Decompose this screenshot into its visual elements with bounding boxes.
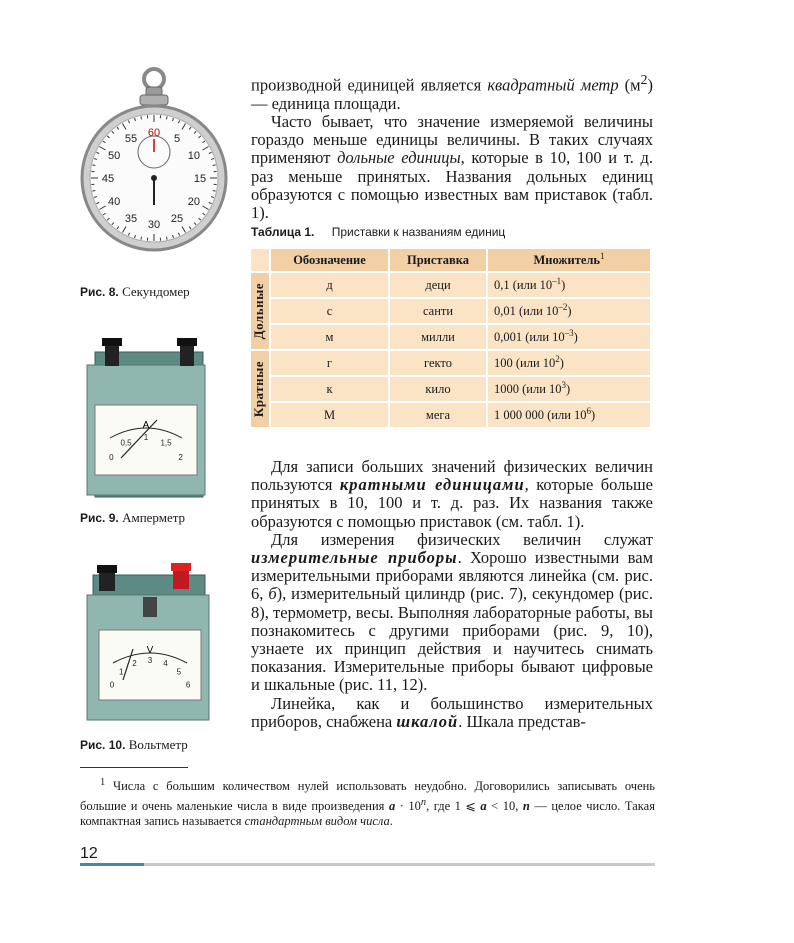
multiplier-exponent: 6: [586, 406, 592, 417]
text-run: Линейка, как и большинство измерительных приборов, снабжена: [251, 693, 653, 731]
column-header: [488, 249, 650, 271]
dial-tick: [141, 237, 142, 240]
cell-symbol: М: [271, 403, 388, 427]
multiplier-exponent: 2: [555, 354, 560, 365]
cell-multiplier: [488, 377, 650, 401]
table-row: [251, 299, 650, 323]
term-emphasis: дольные единицы: [337, 148, 461, 168]
scale-label: 4: [163, 658, 168, 668]
figure-ammeter: [85, 330, 215, 500]
paragraph-block-bottom: [251, 458, 653, 731]
cell-prefix: мега: [390, 403, 486, 427]
dial-number: 50: [108, 150, 121, 162]
text-run: производной единицей является: [251, 75, 488, 95]
multiplier-text: ): [567, 304, 572, 319]
cell-symbol: м: [271, 325, 388, 349]
multiplier-exponent: –3: [564, 328, 574, 339]
term-emphasis: кратными единицами: [339, 475, 525, 495]
multiplier-text: 1 000 000 (или 10: [494, 408, 587, 423]
text-run: Числа с большим количеством нулей использовать неудобно. Договорились записывать очень большие и очень маленькие числа в виде произведения: [80, 779, 656, 813]
superscript: 2: [640, 72, 648, 87]
figure-stopwatch: [80, 65, 240, 265]
caption-label: Рис. 9.: [80, 511, 119, 525]
cell-symbol: д: [271, 273, 388, 297]
dial-tick: [213, 190, 216, 191]
text-run: Для записи больших значений физических величин пользуются: [251, 457, 653, 495]
cell-symbol: с: [271, 299, 388, 323]
term-emphasis: квадратный метр: [487, 75, 619, 95]
paragraph-block-top: [251, 71, 653, 222]
dial-number: 60: [147, 127, 161, 139]
voltmeter-letter: V: [146, 645, 154, 656]
page-number: 12: [80, 845, 98, 862]
footnote-divider: [80, 767, 188, 768]
table-caption: [251, 225, 505, 239]
multiplier-text: 0,001 (или 10: [494, 330, 565, 345]
table-row: [251, 377, 650, 401]
ammeter-letter: А: [142, 420, 150, 431]
caption-text: Секундомер: [122, 284, 190, 299]
figure-caption: [80, 737, 188, 753]
cell-prefix: кило: [390, 377, 486, 401]
text-run: ) — единица площади.: [251, 75, 653, 113]
multiplier-text: ): [566, 382, 571, 397]
column-header: Обозначение: [271, 249, 388, 271]
multiplier-exponent: –1: [552, 276, 562, 287]
footer-accent: [80, 863, 144, 866]
group-label-multiple: [251, 351, 269, 427]
header-text: Множитель: [533, 253, 601, 268]
paragraph: [251, 458, 653, 531]
cell-multiplier: [488, 299, 650, 323]
scale-label: 1: [118, 667, 124, 677]
footnote-mark: [80, 779, 105, 793]
table-header-row: [251, 249, 650, 271]
paragraph: [251, 695, 653, 731]
dial-number: 45: [101, 173, 115, 185]
caption-label: Рис. 8.: [80, 285, 119, 299]
term-emphasis: измерительные приборы: [251, 548, 458, 568]
text-run: . Хорошо известными вам измерительными приборами являются линейка (см. рис. 6,: [251, 548, 654, 604]
text-run: · 10: [395, 798, 421, 813]
cell-symbol: к: [271, 377, 388, 401]
term-emphasis: шкалой: [396, 711, 459, 731]
cell-prefix: деци: [390, 273, 486, 297]
table-row: [251, 403, 650, 427]
text-run: < 10,: [486, 798, 523, 813]
text-run: Часто бывает, что значение измеряемой величины гораздо меньше единицы величины. В таких случаях применяют: [251, 111, 653, 168]
dial-number: 5: [173, 133, 181, 146]
table-row: [251, 351, 650, 375]
dial-tick: [166, 116, 167, 119]
text-run: (м: [618, 75, 641, 95]
cell-symbol: г: [271, 351, 388, 375]
math-var: n: [420, 796, 427, 808]
cell-multiplier: [488, 273, 650, 297]
text-run: Для измерения физических величин служат: [271, 529, 653, 549]
prefix-table: [249, 247, 652, 429]
dial-tick: [213, 165, 216, 166]
multiplier-text: ): [591, 408, 596, 423]
text-run: — целое число. Такая компактная запись называется: [80, 798, 655, 829]
footnote: [80, 775, 655, 830]
table-row: [251, 325, 650, 349]
text-run: , где 1 ⩽: [426, 798, 481, 813]
multiplier-text: 100 (или 10: [494, 356, 556, 371]
multiplier-text: ): [561, 278, 566, 293]
text-run: . Шкала представ-: [458, 711, 586, 731]
multiplier-text: ): [573, 330, 578, 345]
paragraph: [251, 531, 653, 695]
text-run: б: [268, 584, 277, 604]
table-row: [251, 273, 650, 297]
cell-multiplier: [488, 325, 650, 349]
scale-label: 0: [109, 453, 114, 462]
footer-line: [80, 863, 655, 866]
voltmeter-illustration: [85, 555, 215, 725]
dial-number: 35: [124, 212, 138, 225]
cell-prefix: санти: [390, 299, 486, 323]
caption-text: Амперметр: [122, 510, 186, 525]
header-spacer: [251, 249, 269, 271]
figure-caption: [80, 510, 185, 526]
dial-number: 20: [187, 196, 200, 208]
footnote-ref: 1: [600, 251, 605, 262]
multiplier-text: 0,1 (или 10: [494, 278, 553, 293]
dial-number: 55: [124, 133, 138, 146]
scale-label: 3: [147, 656, 153, 665]
dial-number: 10: [187, 150, 200, 162]
dial-tick: [166, 237, 167, 240]
ammeter-illustration: [85, 330, 215, 500]
column-header: Приставка: [390, 249, 486, 271]
scale-label: 0,5: [120, 438, 132, 448]
table-title: Приставки к названиям единиц: [331, 225, 506, 239]
dial-tick: [92, 165, 95, 166]
dial-tick: [141, 116, 142, 119]
stopwatch-illustration: [80, 65, 240, 265]
math-var: a: [480, 798, 487, 813]
group-label-text: Дольные: [251, 282, 266, 340]
dial-number: 25: [170, 212, 184, 225]
math-var: n: [522, 798, 530, 813]
multiplier-exponent: –2: [558, 302, 568, 313]
scale-label: 0: [109, 680, 115, 690]
dial-number: 40: [108, 196, 121, 208]
multiplier-text: 1000 (или 10: [494, 382, 562, 397]
dial-number: 15: [193, 173, 207, 185]
units-table: [249, 247, 652, 429]
scale-label: 1,5: [160, 438, 172, 448]
group-label-fractional: [251, 273, 269, 349]
scale-label: 1: [143, 433, 149, 442]
cell-multiplier: [488, 403, 650, 427]
text-run: ), измерительный цилиндр (рис. 7), секундомер (рис. 8), термометр, весы. Выполняя лабораторные работы, вы познакомитесь с другими приборами (рис. 9, 10), узнаете их принцип действия и научитесь снимать показания. Измерительные приборы бывают цифровые и шкальные (рис. 11, 12).: [251, 584, 653, 695]
multiplier-text: 0,01 (или 10: [494, 304, 559, 319]
cell-prefix: милли: [390, 325, 486, 349]
table-label: Таблица 1.: [251, 225, 315, 239]
paragraph: [251, 71, 653, 113]
text-run: , которые больше принятых в 10, 100 и т. д. раз. Их названия также образуются с помощью приставок (см. табл. 1).: [251, 475, 653, 531]
cell-prefix: гекто: [390, 351, 486, 375]
figure-voltmeter: [85, 555, 215, 725]
math-var: a: [388, 798, 396, 813]
scale-label: 2: [178, 453, 183, 462]
multiplier-exponent: 3: [561, 380, 567, 391]
scale-label: 5: [176, 667, 182, 677]
scale-label: 6: [185, 680, 191, 690]
cell-multiplier: [488, 351, 650, 375]
scale-label: 2: [132, 658, 137, 668]
text-run: .: [389, 814, 393, 829]
multiplier-text: ): [559, 356, 564, 371]
dial-number: 30: [147, 219, 161, 231]
group-label-text: Кратные: [251, 360, 266, 418]
paragraph: [251, 113, 653, 222]
text-run: , которые в 10, 100 и т. д. раз меньше принятых. Названия дольных единиц образуются с помощью известных вам приставок (табл. 1).: [251, 148, 653, 222]
term-emphasis: стандартным видом числа: [244, 814, 390, 829]
caption-label: Рис. 10.: [80, 738, 126, 752]
dial-tick: [92, 190, 95, 191]
caption-text: Вольтметр: [128, 737, 188, 752]
footnote-number: 1: [100, 777, 106, 788]
figure-caption: [80, 284, 190, 300]
